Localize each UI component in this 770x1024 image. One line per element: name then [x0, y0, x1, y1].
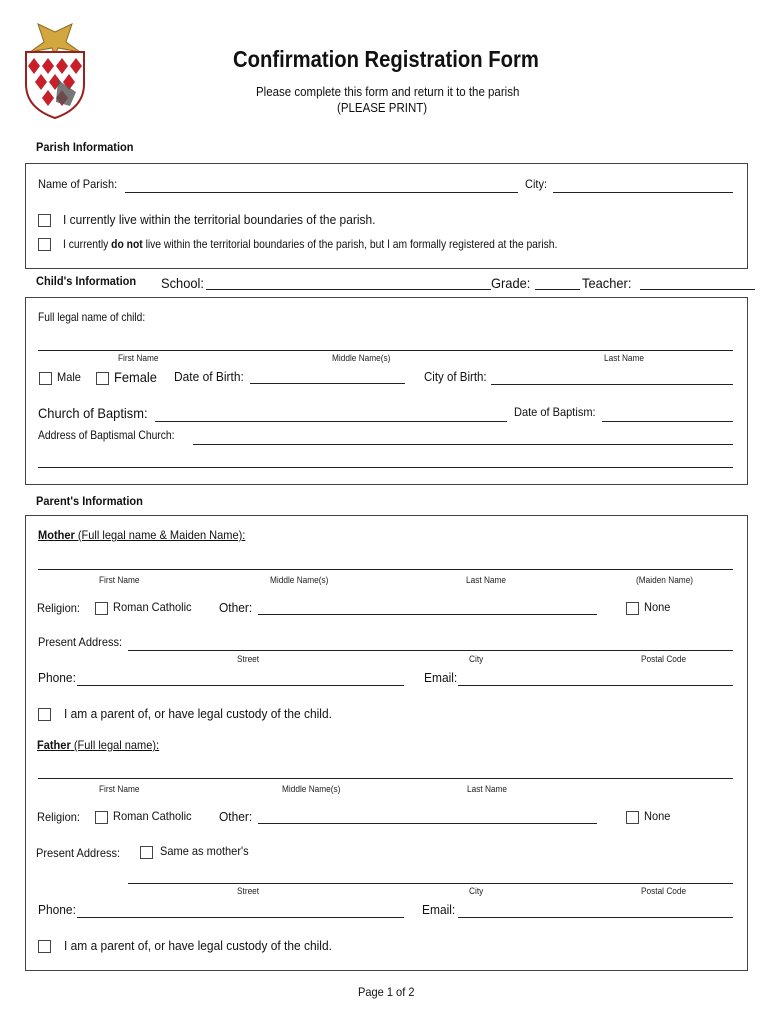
- teacher-field[interactable]: [640, 289, 755, 290]
- parish-city-field[interactable]: [553, 192, 733, 193]
- father-custody-checkbox[interactable]: [38, 940, 51, 953]
- father-heading: [37, 738, 159, 752]
- mother-city-caption: City: [469, 654, 484, 664]
- baptismal-church-address-field[interactable]: [193, 444, 733, 445]
- father-address-label: Present Address:: [36, 846, 121, 860]
- mother-custody-checkbox[interactable]: [38, 708, 51, 721]
- live-within-checkbox[interactable]: [38, 214, 51, 227]
- mother-address-label: Present Address:: [38, 635, 123, 649]
- child-section-box: [25, 297, 748, 485]
- city-of-birth-label: City of Birth:: [424, 370, 487, 384]
- father-address-field[interactable]: [128, 883, 733, 884]
- mother-other-field[interactable]: [258, 614, 597, 615]
- date-of-birth-field[interactable]: [250, 383, 405, 384]
- same-as-mother-checkbox[interactable]: [140, 846, 153, 859]
- father-none-checkbox[interactable]: [626, 811, 639, 824]
- date-of-birth-label: Date of Birth:: [174, 369, 244, 384]
- grade-label: Grade:: [491, 275, 531, 291]
- father-full-name-field[interactable]: [38, 778, 733, 779]
- mother-phone-label: Phone:: [38, 670, 76, 685]
- father-email-label: Email:: [422, 902, 456, 917]
- baptismal-church-address-label: Address of Baptismal Church:: [38, 428, 175, 442]
- father-postal-caption: Postal Code: [641, 886, 687, 896]
- father-middle-name-caption: Middle Name(s): [282, 784, 341, 794]
- mother-last-name-caption: Last Name: [466, 575, 507, 585]
- mother-maiden-name-caption: (Maiden Name): [636, 575, 694, 585]
- mother-first-name-caption: First Name: [99, 575, 140, 585]
- mother-religion-label: Religion:: [37, 601, 80, 615]
- father-other-field[interactable]: [258, 823, 597, 824]
- father-religion-label: Religion:: [37, 810, 80, 824]
- not-live-prefix: I currently: [63, 237, 112, 251]
- father-email-field[interactable]: [458, 917, 733, 918]
- mother-middle-name-caption: Middle Name(s): [270, 575, 329, 585]
- school-field[interactable]: [206, 289, 491, 290]
- mother-custody-label: I am a parent of, or have legal custody of the child.: [64, 706, 332, 721]
- father-phone-label: Phone:: [38, 902, 76, 917]
- male-checkbox[interactable]: [39, 372, 52, 385]
- not-live-within-label: [63, 237, 557, 251]
- mother-phone-field[interactable]: [77, 685, 404, 686]
- diocese-coat-of-arms-icon: [20, 22, 90, 120]
- grade-field[interactable]: [535, 289, 580, 290]
- mother-street-caption: Street: [237, 654, 260, 664]
- father-heading-label: Father: [37, 738, 71, 752]
- not-live-emphasis: do not: [111, 237, 143, 251]
- child-middle-name-caption: Middle Name(s): [332, 353, 391, 363]
- father-heading-suffix: (Full legal name):: [70, 738, 160, 752]
- mother-none-checkbox[interactable]: [626, 602, 639, 615]
- mother-heading: [38, 528, 245, 542]
- baptismal-church-address-field-2[interactable]: [38, 467, 733, 468]
- church-of-baptism-field[interactable]: [155, 421, 507, 422]
- child-full-name-field[interactable]: [38, 350, 733, 351]
- female-label: Female: [114, 369, 157, 385]
- child-last-name-caption: Last Name: [604, 353, 645, 363]
- parish-name-label: Name of Parish:: [38, 177, 118, 191]
- date-of-baptism-label: Date of Baptism:: [514, 405, 596, 419]
- mother-address-field[interactable]: [128, 650, 733, 651]
- mother-roman-catholic-label: Roman Catholic: [113, 600, 192, 614]
- page-number: Page 1 of 2: [358, 985, 415, 999]
- mother-postal-caption: Postal Code: [641, 654, 687, 664]
- teacher-label: Teacher:: [582, 275, 632, 291]
- mother-heading-suffix: (Full legal name & Maiden Name):: [74, 528, 246, 542]
- child-full-name-label: Full legal name of child:: [38, 310, 146, 324]
- mother-heading-label: Mother: [38, 528, 75, 542]
- live-within-label: I currently live within the territorial boundaries of the parish.: [63, 212, 376, 227]
- please-print-note: (PLEASE PRINT): [337, 101, 428, 115]
- parents-section-title: Parent's Information: [36, 494, 143, 508]
- not-live-within-checkbox[interactable]: [38, 238, 51, 251]
- form-subtitle: Please complete this form and return it to the parish: [256, 85, 520, 99]
- father-city-caption: City: [469, 886, 484, 896]
- parish-section-title: Parish Information: [36, 140, 134, 154]
- father-street-caption: Street: [237, 886, 260, 896]
- parish-city-label: City:: [525, 177, 548, 191]
- mother-roman-catholic-checkbox[interactable]: [95, 602, 108, 615]
- mother-email-field[interactable]: [458, 685, 733, 686]
- parish-name-field[interactable]: [125, 192, 518, 193]
- female-checkbox[interactable]: [96, 372, 109, 385]
- father-roman-catholic-checkbox[interactable]: [95, 811, 108, 824]
- father-phone-field[interactable]: [77, 917, 404, 918]
- same-as-mother-label: Same as mother's: [160, 844, 249, 858]
- child-section-title: Child's Information: [36, 274, 137, 288]
- father-other-label: Other:: [219, 809, 253, 824]
- father-none-label: None: [644, 809, 671, 823]
- father-last-name-caption: Last Name: [467, 784, 508, 794]
- mother-email-label: Email:: [424, 670, 458, 685]
- mother-other-label: Other:: [219, 600, 253, 615]
- church-of-baptism-label: Church of Baptism:: [38, 405, 148, 421]
- date-of-baptism-field[interactable]: [602, 421, 733, 422]
- not-live-suffix: live within the territorial boundaries of the parish, but I am formally registered at the parish.: [142, 237, 558, 251]
- mother-full-name-field[interactable]: [38, 569, 733, 570]
- father-first-name-caption: First Name: [99, 784, 140, 794]
- school-label: School:: [161, 275, 204, 291]
- male-label: Male: [57, 370, 81, 384]
- father-roman-catholic-label: Roman Catholic: [113, 809, 192, 823]
- city-of-birth-field[interactable]: [491, 384, 733, 385]
- child-first-name-caption: First Name: [118, 353, 159, 363]
- father-custody-label: I am a parent of, or have legal custody of the child.: [64, 938, 332, 953]
- mother-none-label: None: [644, 600, 671, 614]
- form-title: Confirmation Registration Form: [233, 46, 539, 72]
